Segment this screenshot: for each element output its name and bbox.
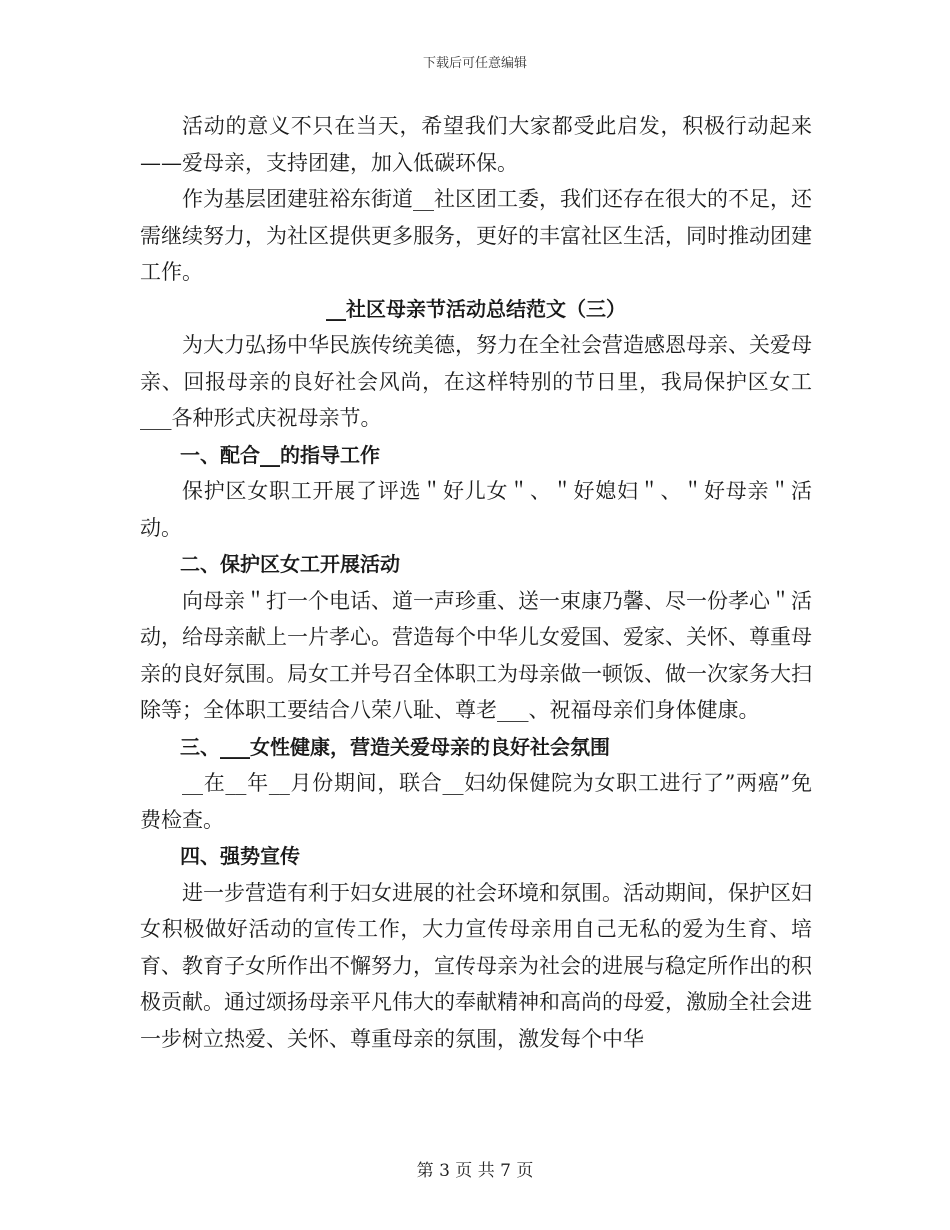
heading-four: 四、强势宣传	[180, 844, 300, 868]
paragraph-activities: 向母亲＂打一个电话、道一声珍重、送一束康乃馨、尽一份孝心＂活动，给母亲献上一片孝心。营造每个中华儿女爱国、爱家、关怀、尊重母亲的良好氛围。局女工并号召全体职工为母亲做一顿饭、做一次家务大扫除等；全体职工要结合八荣八耻、尊老___、祝福母亲们身体健康。	[140, 588, 812, 722]
heading-two: 二、保护区女工开展活动	[180, 552, 400, 576]
page-footer-number: 第 3 页 共 7 页	[416, 1161, 534, 1181]
page-header-note: 下载后可任意编辑	[422, 56, 527, 71]
paragraph-community-committee: 作为基层团建驻裕东街道__社区团工委，我们还存在很大的不足，还需继续努力，为社区提供更多服务，更好的丰富社区生活，同时推动团建工作。	[140, 187, 812, 284]
section-title: __社区母亲节活动总结范文（三）	[326, 296, 626, 321]
heading-one: 一、配合__的指导工作	[180, 442, 380, 467]
document-body	[140, 108, 812, 1057]
paragraph-publicity: 进一步营造有利于妇女进展的社会环境和氛围。活动期间，保护区妇女积极做好活动的宣传工作，大力宣传母亲用自己无私的爱为生育、培育、教育子女所作出不懈努力，宣传母亲为社会的进展与稳定所作出的积极贡献。通过颂扬母亲平凡伟大的奉献精神和高尚的母爱，激励全社会进一步树立热爱、关怀、尊重母亲的氛围，激发每个中华	[140, 880, 812, 1051]
paragraph-selection: 保护区女职工开展了评选＂好儿女＂、＂好媳妇＂、＂好母亲＂活动。	[140, 479, 812, 540]
paragraph-intro: 为大力弘扬中华民族传统美德，努力在全社会营造感恩母亲、关爱母亲、回报母亲的良好社会风尚，在这样特别的节日里，我局保护区女工___各种形式庆祝母亲节。	[140, 333, 812, 430]
heading-three: 三、___女性健康，营造关爱母亲的良好社会氛围	[180, 734, 610, 759]
paragraph-activity-meaning: 活动的意义不只在当天，希望我们大家都受此启发，积极行动起来——爱母亲，支持团建，加入低碳环保。	[140, 114, 812, 175]
paragraph-health-check: __在__年__月份期间，联合__妇幼保健院为女职工进行了”两癌”免费检查。	[140, 771, 812, 832]
